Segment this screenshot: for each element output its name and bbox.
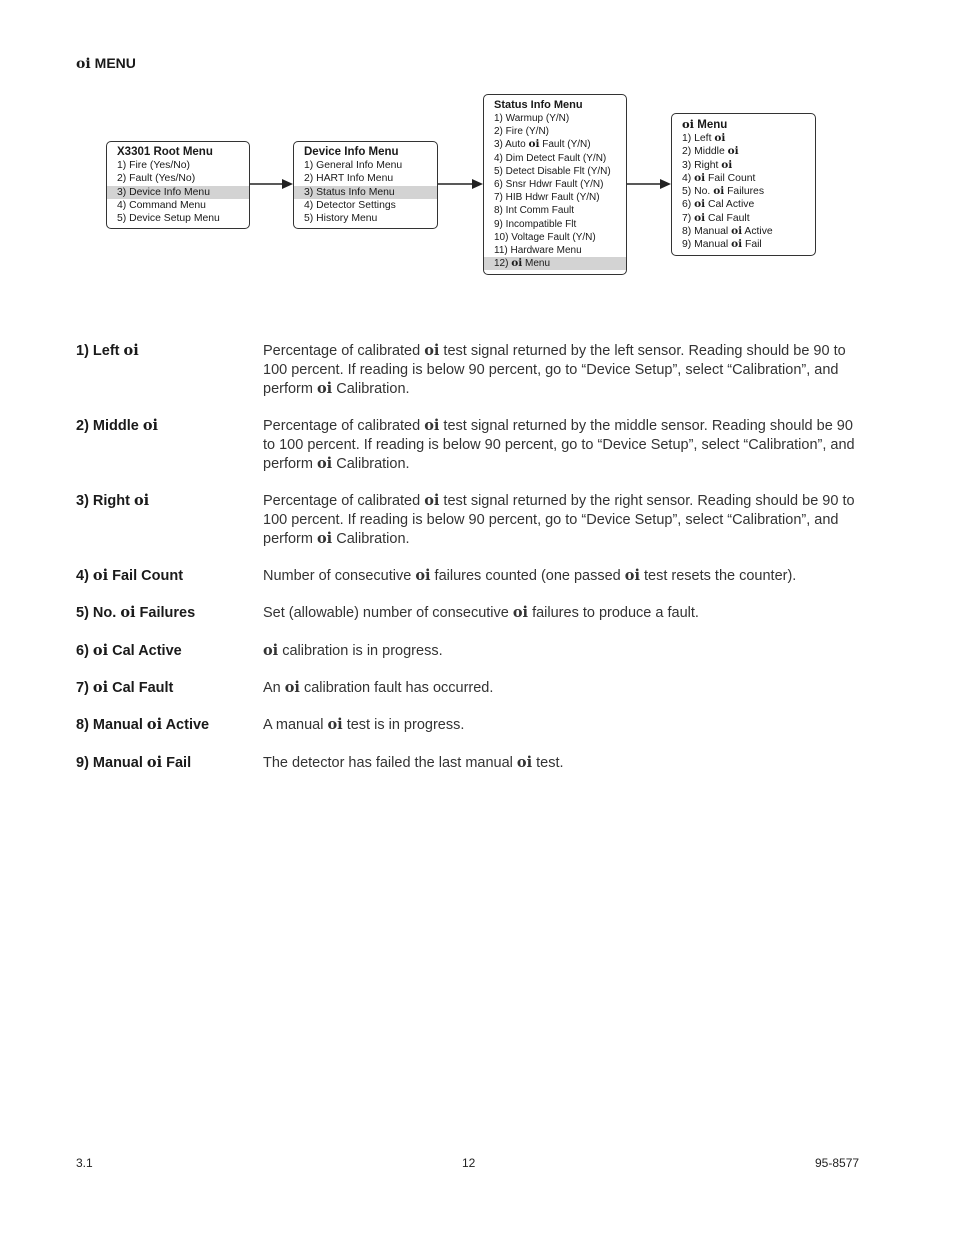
oi-menu-item: [672, 198, 815, 211]
oi-menu-item-text: 7): [682, 212, 695, 224]
definition-description: [263, 679, 863, 698]
oi-menu-box: [671, 113, 816, 256]
definition-term: [76, 342, 139, 359]
definition-term: [76, 754, 191, 771]
oi-symbol: oi: [682, 117, 695, 131]
definition-description: [263, 342, 863, 398]
oi-symbol: oi: [284, 679, 300, 696]
text-segment: test is in progress.: [342, 717, 465, 733]
definition-description: [263, 642, 863, 661]
oi-menu-item-text: 1) Left: [682, 133, 715, 144]
oi-symbol: oi: [92, 567, 109, 584]
oi-menu-item-text: 3) Right: [682, 159, 722, 171]
text-segment: Cal Fault: [108, 680, 174, 696]
definition-term: [76, 417, 158, 434]
oi-menu-item-text: Cal Active: [705, 199, 755, 211]
text-segment: 6): [76, 643, 93, 659]
section-title-text: MENU: [94, 55, 136, 71]
footer-document-number: 95-8577: [815, 1156, 860, 1170]
oi-menu-item-text: Failures: [724, 186, 765, 198]
status-info-menu-item-text: 11) Hardware Menu: [494, 245, 582, 257]
oi-symbol: oi: [142, 417, 159, 434]
oi-symbol: oi: [146, 754, 163, 771]
oi-symbol: oi: [714, 132, 726, 144]
text-segment: 8) Manual: [76, 717, 147, 733]
arrow-root-to-device: [250, 178, 294, 190]
oi-menu-item-text: Fail Count: [705, 172, 756, 184]
oi-symbol: oi: [511, 257, 523, 270]
device-info-menu-title: Device Info Menu: [304, 146, 399, 158]
oi-symbol: oi: [415, 567, 431, 584]
oi-menu-title-text: Menu: [697, 119, 728, 131]
status-info-menu-item: [484, 231, 626, 244]
status-info-menu-item-text: 4) Dim Detect Fault (Y/N): [494, 152, 607, 164]
status-info-menu-item-text: 12): [494, 258, 512, 270]
oi-menu-item-text: 5) No.: [682, 186, 714, 198]
oi-menu-item: [672, 225, 815, 238]
text-segment: Percentage of calibrated: [263, 418, 425, 434]
oi-menu-item-text: Active: [742, 226, 773, 238]
definition-description: [263, 604, 863, 623]
oi-symbol: oi: [92, 642, 109, 659]
oi-menu-item: [672, 185, 815, 198]
footer-revision: 3.1: [76, 1156, 93, 1170]
text-segment: Calibration.: [332, 530, 410, 547]
status-info-menu-item: [484, 244, 626, 257]
status-info-menu-item: [484, 165, 626, 178]
oi-symbol: oi: [123, 342, 139, 359]
definition-term: [76, 492, 149, 509]
text-segment: calibration fault has occurred.: [299, 680, 494, 696]
text-segment: 1) Left: [76, 343, 124, 359]
oi-symbol: oi: [694, 171, 706, 184]
text-segment: Percentage of calibrated: [263, 493, 425, 509]
device-info-menu-item: 4) Detector Settings: [304, 199, 396, 211]
oi-menu-list: [672, 132, 815, 252]
text-segment: Failures: [135, 605, 196, 621]
device-info-menu-item: 2) HART Info Menu: [304, 173, 394, 185]
oi-symbol: oi: [317, 454, 333, 472]
definition-term: [76, 716, 209, 733]
oi-menu-item-text: 8) Manual: [682, 226, 732, 238]
status-info-menu-list: [484, 112, 626, 270]
text-segment: Cal Active: [108, 643, 182, 659]
text-segment: calibration is in progress.: [278, 643, 443, 659]
oi-symbol: oi: [92, 679, 109, 696]
oi-symbol: oi: [327, 716, 343, 733]
oi-symbol: oi: [424, 492, 440, 509]
status-info-menu-item-text: Fault (Y/N): [539, 139, 591, 151]
root-menu-box: [106, 141, 250, 229]
root-menu-item: 2) Fault (Yes/No): [117, 173, 196, 185]
status-info-menu-item: [484, 112, 626, 125]
status-info-menu-item-text: 10) Voltage Fault (Y/N): [494, 231, 596, 243]
oi-symbol: oi: [528, 138, 540, 151]
oi-menu-title: [672, 117, 815, 132]
definition-term: [76, 567, 183, 584]
oi-symbol: oi: [624, 567, 640, 584]
status-info-menu-item-text: Menu: [522, 258, 551, 270]
text-segment: Calibration.: [332, 455, 410, 472]
oi-symbol: oi: [134, 492, 150, 509]
oi-menu-item-text: Cal Fault: [705, 212, 750, 224]
oi-symbol: oi: [317, 379, 333, 397]
oi-menu-item: [672, 172, 815, 185]
text-segment: test resets the counter).: [639, 568, 797, 584]
oi-symbol: oi: [721, 158, 733, 171]
root-menu-item: 4) Command Menu: [117, 199, 206, 211]
oi-symbol: oi: [694, 211, 706, 224]
device-info-menu-item: 3) Status Info Menu: [294, 186, 437, 199]
definition-description: [263, 754, 863, 773]
text-segment: failures to produce a fault.: [528, 605, 699, 621]
status-info-menu-item: [484, 218, 626, 231]
status-info-menu-item-text: 7) HIB Hdwr Fault (Y/N): [494, 192, 600, 204]
oi-symbol: oi: [694, 198, 706, 211]
status-info-menu-item: [484, 204, 626, 217]
oi-symbol: oi: [731, 238, 743, 251]
footer-page-number: 12: [462, 1156, 476, 1170]
status-info-menu-item-text: 9) Incompatible Flt: [494, 218, 577, 230]
status-info-menu-item-text: 6) Snsr Hdwr Fault (Y/N): [494, 179, 604, 191]
oi-symbol: oi: [512, 604, 529, 621]
status-info-menu-item: [484, 191, 626, 204]
arrow-status-to-oi-menu: [627, 178, 672, 190]
oi-menu-item-text: Fail: [742, 239, 762, 251]
text-segment: Percentage of calibrated: [263, 343, 425, 359]
oi-symbol: oi: [146, 716, 163, 733]
status-info-menu-item: [484, 257, 626, 270]
text-segment: test signal returned by the middle sensor. Reading should be 90 to 100 percent. If reading is below 90 percent, go to “Device Setup”, select “Calibration”, and perform: [263, 418, 855, 472]
oi-menu-item-text: 2) Middle: [682, 146, 728, 158]
definition-term: [76, 679, 173, 696]
root-menu-item: 3) Device Info Menu: [107, 186, 249, 199]
text-segment: 2) Middle: [76, 418, 143, 434]
oi-menu-item: [672, 132, 815, 145]
text-segment: Set (allowable) number of consecutive: [263, 605, 513, 621]
text-segment: Calibration.: [332, 380, 410, 397]
oi-symbol: oi: [317, 529, 333, 547]
text-segment: test signal returned by the left sensor. Reading should be 90 to 100 percent. If reading is below 90 percent, go to “Device Setup”, select “Calibration”, and perform: [263, 343, 846, 397]
oi-menu-item-text: 4): [682, 172, 695, 184]
status-info-menu-item-text: 3) Auto: [494, 139, 529, 151]
section-title: [76, 55, 136, 72]
text-segment: Number of consecutive: [263, 568, 416, 584]
status-info-menu-item-text: 2) Fire (Y/N): [494, 126, 549, 138]
text-segment: failures counted (one passed: [430, 568, 625, 584]
text-segment: 3) Right: [76, 493, 134, 509]
status-info-menu-item: [484, 152, 626, 165]
oi-symbol: oi: [731, 225, 743, 238]
status-info-menu-item-text: 8) Int Comm Fault: [494, 205, 575, 217]
oi-symbol: oi: [713, 185, 725, 198]
definition-description: [263, 716, 863, 735]
oi-symbol: oi: [424, 342, 440, 359]
text-segment: 5) No.: [76, 605, 121, 621]
definition-term: [76, 604, 195, 621]
text-segment: test.: [532, 755, 564, 771]
text-segment: An: [263, 680, 285, 696]
status-info-menu-title: Status Info Menu: [494, 99, 583, 111]
root-menu-item: 5) Device Setup Menu: [117, 213, 220, 225]
definition-description: [263, 417, 863, 473]
oi-symbol: oi: [516, 754, 533, 771]
text-segment: 7): [76, 680, 93, 696]
device-info-menu-box: [293, 141, 438, 229]
oi-menu-item: [672, 159, 815, 172]
oi-menu-item: [672, 145, 815, 158]
status-info-menu-item-text: 1) Warmup (Y/N): [494, 113, 570, 124]
root-menu-title: X3301 Root Menu: [117, 146, 213, 158]
device-info-menu-item: 5) History Menu: [304, 213, 378, 225]
device-info-menu-item: 1) General Info Menu: [304, 160, 403, 171]
oi-symbol: oi: [120, 604, 136, 621]
device-info-menu-list: [294, 159, 437, 225]
status-info-menu-item: [484, 125, 626, 138]
text-segment: Fail: [162, 755, 192, 771]
status-info-menu-item-text: 5) Detect Disable Flt (Y/N): [494, 165, 611, 177]
oi-symbol: oi: [76, 56, 91, 72]
arrow-device-to-status: [438, 178, 484, 190]
text-segment: Fail Count: [108, 568, 184, 584]
oi-menu-item: [672, 238, 815, 251]
oi-menu-item-text: 6): [682, 199, 695, 211]
status-info-menu-item: [484, 138, 626, 151]
text-segment: Active: [162, 717, 210, 733]
root-menu-list: [107, 159, 249, 225]
definition-description: [263, 492, 863, 548]
definition-term: [76, 642, 182, 659]
oi-symbol: oi: [727, 145, 739, 158]
status-info-menu-box: [483, 94, 627, 275]
text-segment: The detector has failed the last manual: [263, 755, 517, 771]
oi-symbol: oi: [263, 642, 279, 659]
root-menu-item: 1) Fire (Yes/No): [117, 160, 190, 171]
text-segment: test signal returned by the right sensor. Reading should be 90 to 100 percent. If reading is below 90 percent, go to “Device Setup”, select “Calibration”, and perform: [263, 493, 855, 547]
text-segment: 4): [76, 568, 93, 584]
status-info-menu-item: [484, 178, 626, 191]
oi-menu-item-text: 9) Manual: [682, 239, 732, 251]
oi-symbol: oi: [424, 417, 440, 434]
text-segment: A manual: [263, 717, 328, 733]
definition-description: [263, 567, 863, 586]
oi-menu-item: [672, 212, 815, 225]
text-segment: 9) Manual: [76, 755, 147, 771]
